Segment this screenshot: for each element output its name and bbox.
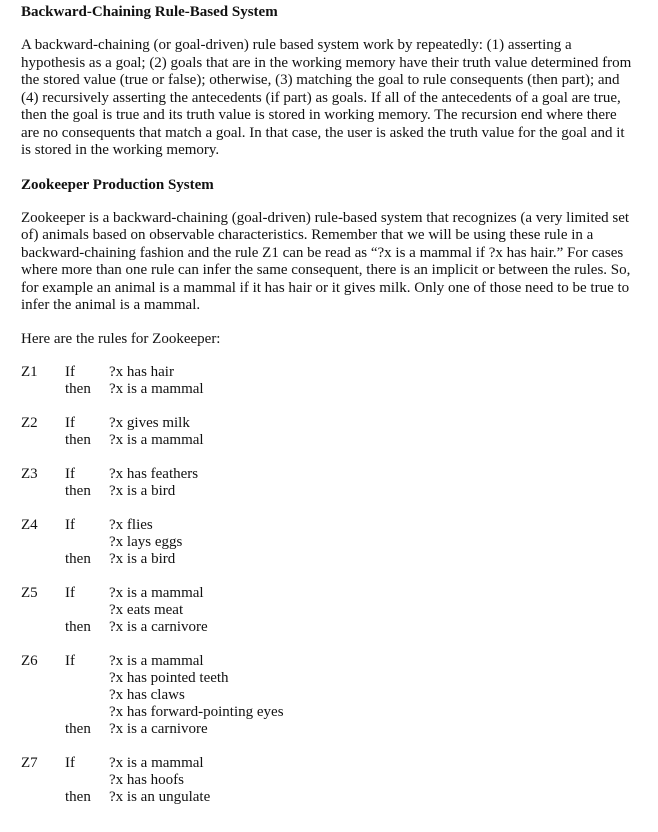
then-keyword: then	[65, 721, 91, 737]
rule-consequent: ?x is a bird	[109, 483, 176, 499]
rule-z7	[21, 755, 638, 806]
rule-antecedent: ?x is a mammal	[109, 653, 204, 669]
rule-z3	[21, 466, 638, 500]
if-keyword: If	[65, 585, 75, 601]
rule-z4	[21, 517, 638, 568]
rule-z5	[21, 585, 638, 636]
rule-antecedent: ?x has forward-pointing eyes	[109, 704, 284, 720]
if-keyword: If	[65, 517, 75, 533]
then-keyword: then	[65, 551, 91, 567]
page-title: Backward-Chaining Rule-Based System	[21, 4, 278, 20]
rule-id: Z2	[21, 415, 38, 431]
rule-antecedent: ?x has pointed teeth	[109, 670, 229, 686]
rule-antecedent: ?x flies	[109, 517, 153, 533]
if-keyword: If	[65, 653, 75, 669]
section-title: Zookeeper Production System	[21, 176, 214, 193]
then-keyword: then	[65, 381, 91, 397]
rule-consequent: ?x is a mammal	[109, 381, 204, 397]
rule-antecedent: ?x lays eggs	[109, 534, 183, 550]
rule-id: Z5	[21, 585, 38, 601]
rule-id: Z4	[21, 517, 38, 533]
rule-antecedent: ?x has claws	[109, 687, 185, 703]
intro-paragraph: A backward-chaining (or goal-driven) rule based system work by repeatedly: (1) asserting a hypothesis as a goal; (2) goals that are in the working memory have their truth value determined from the stored value (true or false); otherwise, (3) matching the goal to rule consequents (then part); and (4) recursively asserting the antecedents (if part) as goals. If all of the antecedents of a goal are true, then the goal is true and its truth value is stored in working memory. The recursion end where there are no consequents that match a goal. In that case, the user is asked the truth value for the goal and it is stored in the working memory.	[21, 37, 632, 158]
then-keyword: then	[65, 483, 91, 499]
rule-antecedent: ?x has hoofs	[109, 772, 184, 788]
rule-antecedent: ?x is a mammal	[109, 755, 204, 771]
rule-id: Z6	[21, 653, 38, 669]
rule-id: Z7	[21, 755, 38, 771]
if-keyword: If	[65, 755, 75, 771]
rule-consequent: ?x is a bird	[109, 551, 176, 567]
if-keyword: If	[65, 466, 75, 482]
rule-antecedent: ?x has hair	[109, 364, 174, 380]
rule-id: Z1	[21, 364, 38, 380]
rules-list	[21, 364, 638, 806]
rule-antecedent: ?x eats meat	[109, 602, 184, 618]
rule-antecedent: ?x has feathers	[109, 466, 199, 482]
description-paragraph: Zookeeper is a backward-chaining (goal-driven) rule-based system that recognizes (a very limited set of) animals based on observable characteristics. Remember that we will be using these rule in a backward-chaining fashion and the rule Z1 can be read as “?x is a mammal if ?x has hair.” For cases where more than one rule can infer the same consequent, there is an implicit or between the rules. So, for example an animal is a mammal if it has hair or it gives milk. Only one of those need to be true to infer the animal is a mammal.	[21, 209, 631, 313]
rule-consequent: ?x is a mammal	[109, 432, 204, 448]
rules-intro: Here are the rules for Zookeeper:	[21, 330, 221, 347]
rule-z1	[21, 364, 638, 398]
rule-z2	[21, 415, 638, 449]
rule-consequent: ?x is a carnivore	[109, 721, 208, 737]
rule-id: Z3	[21, 466, 38, 482]
rule-z6	[21, 653, 638, 738]
rule-consequent: ?x is a carnivore	[109, 619, 208, 635]
then-keyword: then	[65, 619, 91, 635]
then-keyword: then	[65, 789, 91, 805]
if-keyword: If	[65, 415, 75, 431]
rule-antecedent: ?x gives milk	[109, 415, 190, 431]
if-keyword: If	[65, 364, 75, 380]
rule-consequent: ?x is an ungulate	[109, 789, 211, 805]
rule-antecedent: ?x is a mammal	[109, 585, 204, 601]
then-keyword: then	[65, 432, 91, 448]
